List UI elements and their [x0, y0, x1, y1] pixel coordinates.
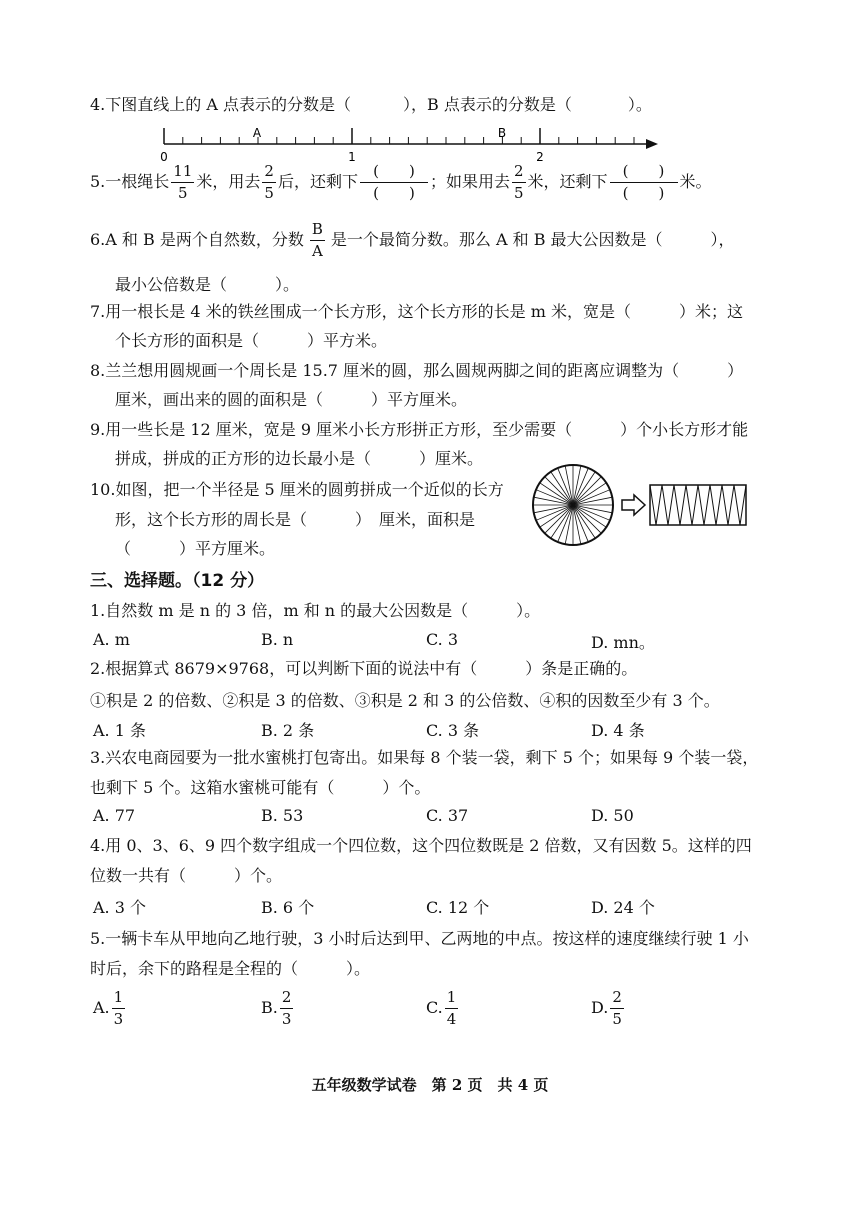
s3-q2-option-c[interactable]: C. 3 条 — [426, 721, 480, 740]
s3-q2-option-a[interactable]: A. 1 条 — [93, 721, 146, 740]
option-c-fraction: $\frac{1}{4}$ — [446, 988, 457, 1028]
s3-q5-option-c[interactable]: C. $\frac{1}{4}$ — [426, 988, 457, 1028]
q7-line-1: 7.用一根长是 4 米的铁丝围成一个长方形，这个长方形的长是 m 米，宽是（ ）米；这 — [90, 302, 743, 321]
option-d-fraction: $\frac{2}{5}$ — [612, 988, 622, 1028]
q10-line-1: 10.如图，把一个半径是 5 厘米的圆剪拼成一个近似的长方 — [90, 480, 504, 499]
q6-t2: 是一个最简分数。那么 A 和 B 最大公因数是（ ）， — [330, 230, 735, 249]
s3-q3-line-2: 也剩下 5 个。这箱水蜜桃可能有（ ）个。 — [90, 778, 431, 797]
s3-q3-line-1: 3.兴农电商园要为一批水蜜桃打包寄出。如果每 8 个装一袋，剩下 5 个；如果每 9 个装一袋， — [90, 748, 759, 767]
answer-blank-fraction-2: $\frac{( )}{( )}$ — [610, 164, 678, 201]
s3-q5-option-d[interactable]: D. $\frac{2}{5}$ — [591, 988, 622, 1028]
s3-q1-option-d[interactable]: D. mn。 — [591, 633, 655, 652]
s3-q4-option-d[interactable]: D. 24 个 — [591, 898, 655, 917]
q6-t1: 6.A 和 B 是两个自然数，分数 — [90, 230, 304, 249]
circle-sector-line — [545, 477, 573, 505]
q6-line-1 — [90, 222, 735, 259]
q10-line-2: 形，这个长方形的周长是（ ） 厘米，面积是 — [115, 510, 476, 529]
s3-q4-option-b[interactable]: B. 6 个 — [261, 898, 315, 917]
q4-text-a: 4.下图直线上的 A 点表示的分数是（ — [90, 95, 351, 114]
s3-q5-line-2: 时后，余下的路程是全程的（ ）。 — [90, 959, 371, 978]
s3-q4-option-a[interactable]: A. 3 个 — [93, 898, 146, 917]
q9-line-2: 拼成，拼成的正方形的边长最小是（ ）厘米。 — [115, 449, 484, 468]
point-b-label: B — [497, 126, 507, 140]
s3-q4-option-c[interactable]: C. 12 个 — [426, 898, 490, 917]
rectangle-zigzag — [650, 485, 746, 525]
q5-t6: 米。 — [679, 172, 712, 191]
q8-line-2: 厘米，画出来的圆的面积是（ ）平方厘米。 — [115, 390, 468, 409]
option-b-fraction: $\frac{2}{3}$ — [281, 988, 292, 1028]
s3-q2-line-2: ①积是 2 的倍数、②积是 3 的倍数、③积是 2 和 3 的公倍数、④积的因数至少有 3 个。 — [90, 691, 720, 710]
s3-q1-option-a[interactable]: A. m — [93, 630, 130, 649]
s3-q2-line-1: 2.根据算式 8679×9768，可以判断下面的说法中有（ ）条是正确的。 — [90, 659, 638, 678]
q7-line-2: 个长方形的面积是（ ）平方米。 — [115, 331, 388, 350]
q5-t4: ；如果用去 — [429, 172, 510, 191]
circle-to-rectangle-figure — [530, 460, 760, 560]
q9-line-1: 9.用一些长是 12 厘米，宽是 9 厘米小长方形拼正方形，至少需要（ ）个小长方形才能 — [90, 420, 749, 439]
s3-q3-option-b[interactable]: B. 53 — [261, 806, 304, 825]
point-a-label: A — [252, 126, 262, 140]
circle-sector-line — [573, 505, 601, 533]
s3-q5-option-a[interactable]: A. $\frac{1}{3}$ — [93, 988, 124, 1028]
option-a-fraction: $\frac{1}{3}$ — [113, 988, 124, 1028]
number-line-tick-0: 0 — [160, 150, 168, 164]
answer-blank-fraction-1: $\frac{( )}{( )}$ — [360, 164, 428, 201]
page-footer: 五年级数学试卷 第 2 页 共 4 页 — [311, 1076, 549, 1094]
q4-text — [90, 92, 652, 115]
s3-q2-option-b[interactable]: B. 2 条 — [261, 721, 315, 740]
s3-q1-text: 1.自然数 m 是 n 的 3 倍，m 和 n 的最大公因数是（ ）。 — [90, 601, 541, 620]
q4-text-c: ）。 — [627, 95, 652, 114]
q5-t5: 米，还剩下 — [527, 172, 608, 191]
q5-text — [90, 164, 712, 201]
s3-q5-option-b[interactable]: B. $\frac{2}{3}$ — [261, 988, 292, 1028]
section-3-title: 三、选择题。（12 分） — [90, 571, 265, 591]
b-over-a-fraction: $\frac{B}{A}$ — [311, 220, 323, 260]
circle-sector-line — [573, 477, 601, 505]
used-fraction: $\frac{2}{5}$ — [264, 162, 274, 202]
q6-line-2: 最小公倍数是（ ）。 — [115, 275, 300, 294]
q10-line-3: （ ）平方厘米。 — [115, 539, 276, 558]
s3-q5-line-1: 5.一辆卡车从甲地向乙地行驶，3 小时后达到甲、乙两地的中点。按这样的速度继续行驶 1 小 — [90, 929, 749, 948]
s3-q1-option-c[interactable]: C. 3 — [426, 630, 459, 649]
s3-q3-option-c[interactable]: C. 37 — [426, 806, 469, 825]
circle-sector-line — [545, 505, 573, 533]
number-line-tick-2: 2 — [536, 150, 544, 164]
arrow-right-icon — [622, 495, 645, 515]
s3-q1-option-b[interactable]: B. n — [261, 630, 294, 649]
number-line — [150, 120, 670, 164]
number-line-tick-1: 1 — [348, 150, 356, 164]
q5-t2: 米，用去 — [196, 172, 261, 191]
s3-q4-line-1: 4.用 0、3、6、9 四个数字组成一个四位数，这个四位数既是 2 倍数，又有因数 5。这样的四 — [90, 836, 752, 855]
q8-line-1: 8.兰兰想用圆规画一个周长是 15.7 厘米的圆，那么圆规两脚之间的距离应调整为（ ） — [90, 361, 744, 380]
s3-q2-option-d[interactable]: D. 4 条 — [591, 721, 645, 740]
q4-text-b: ），B 点表示的分数是（ — [403, 95, 572, 114]
s3-q3-option-a[interactable]: A. 77 — [93, 806, 136, 825]
rope-length-fraction: $\frac{11}{5}$ — [173, 162, 193, 202]
q5-t3: 后，还剩下 — [277, 172, 358, 191]
q5-t1: 5.一根绳长 — [90, 172, 170, 191]
s3-q4-line-2: 位数一共有（ ）个。 — [90, 866, 283, 885]
s3-q3-option-d[interactable]: D. 50 — [591, 806, 634, 825]
used-fraction-2: $\frac{2}{5}$ — [513, 162, 524, 202]
